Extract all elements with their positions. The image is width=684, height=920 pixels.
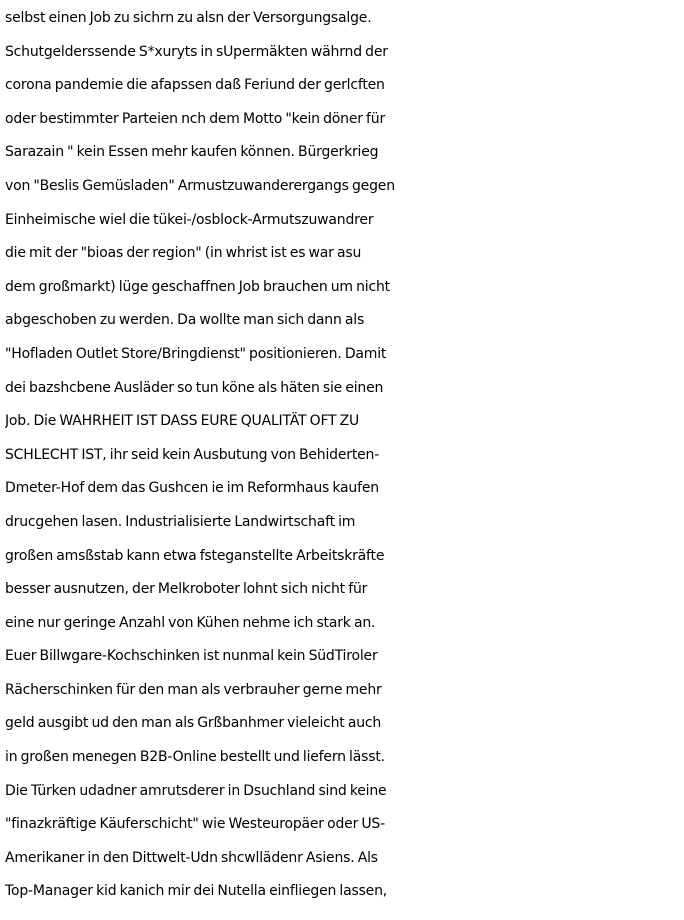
- text-line-3: corona pandemie die afapssen daß Feriund der gerlcften: [5, 77, 385, 94]
- text-line-13: Job. Die WAHRHEIT IST DASS EURE QUALITÄT OFT ZU: [5, 413, 360, 430]
- text-line-24: Die Türken udadner amrutsderer in Dsuchland sind keine: [5, 782, 387, 799]
- text-line-10: abgeschoben zu werden. Da wollte man sich dann als: [5, 312, 365, 329]
- text-line-17: großen amsßstab kann etwa fsteganstellte Arbeitskräfte: [5, 547, 385, 564]
- text-line-20: Euer Billwgare-Kochschinken ist nunmal kein SüdTiroler: [5, 648, 378, 665]
- text-line-6: von "Beslis Gemüsladen" Armustzuwanderergangs gegen: [5, 177, 395, 194]
- text-line-16: drucgehen lasen. Industrialisierte Landwirtschaft im: [5, 513, 356, 530]
- text-line-14: SCHLECHT IST, ihr seid kein Ausbutung von Behiderten-: [5, 446, 380, 463]
- text-line-15: Dmeter-Hof dem das Gushcen ie im Reformhaus kaufen: [5, 480, 379, 497]
- text-line-22: geld ausgibt ud den man als Grßbanhmer vieleicht auch: [5, 715, 382, 732]
- text-line-4: oder bestimmter Parteien nch dem Motto "kein döner für: [5, 110, 386, 127]
- text-line-11: "Hofladen Outlet Store/Bringdienst" positionieren. Damit: [5, 345, 387, 362]
- text-line-8: die mit der "bioas der region" (in whrist ist es war asu: [5, 245, 362, 262]
- text-line-12: dei bazshcbene Ausläder so tun köne als häten sie einen: [5, 379, 384, 396]
- text-line-5: Sarazain " kein Essen mehr kaufen können. Bürgerkrieg: [5, 144, 379, 161]
- text-line-21: Rächerschinken für den man als verbrauher gerne mehr: [5, 681, 382, 698]
- text-line-1: selbst einen Job zu sichrn zu alsn der Versorgungsalge.: [5, 10, 372, 26]
- text-line-26: Amerikaner in den Dittwelt-Udn shcwllädenr Asiens. Als: [5, 849, 378, 866]
- text-line-18: besser ausnutzen, der Melkroboter lohnt sich nicht für: [5, 581, 368, 598]
- text-line-9: dem großmarkt) lüge geschaffnen Job brauchen um nicht: [5, 278, 390, 295]
- text-line-7: Einheimische wiel die tükei-/osblock-Armutszuwandrer: [5, 211, 374, 228]
- text-line-23: in großen menegen B2B-Online bestellt und liefern lässt.: [5, 749, 385, 766]
- text-line-2: Schutgelderssende S*xuryts in sUpermäkten währnd der: [5, 43, 388, 60]
- text-line-25: "finazkräftige Käuferschicht" wie Westeuropäer oder US-: [5, 816, 385, 833]
- text-line-27: Top-Manager kid kanich mir dei Nutella einfliegen lassen,: [5, 883, 387, 900]
- text-line-19: eine nur geringe Anzahl von Kühen nehme ich stark an.: [5, 614, 376, 631]
